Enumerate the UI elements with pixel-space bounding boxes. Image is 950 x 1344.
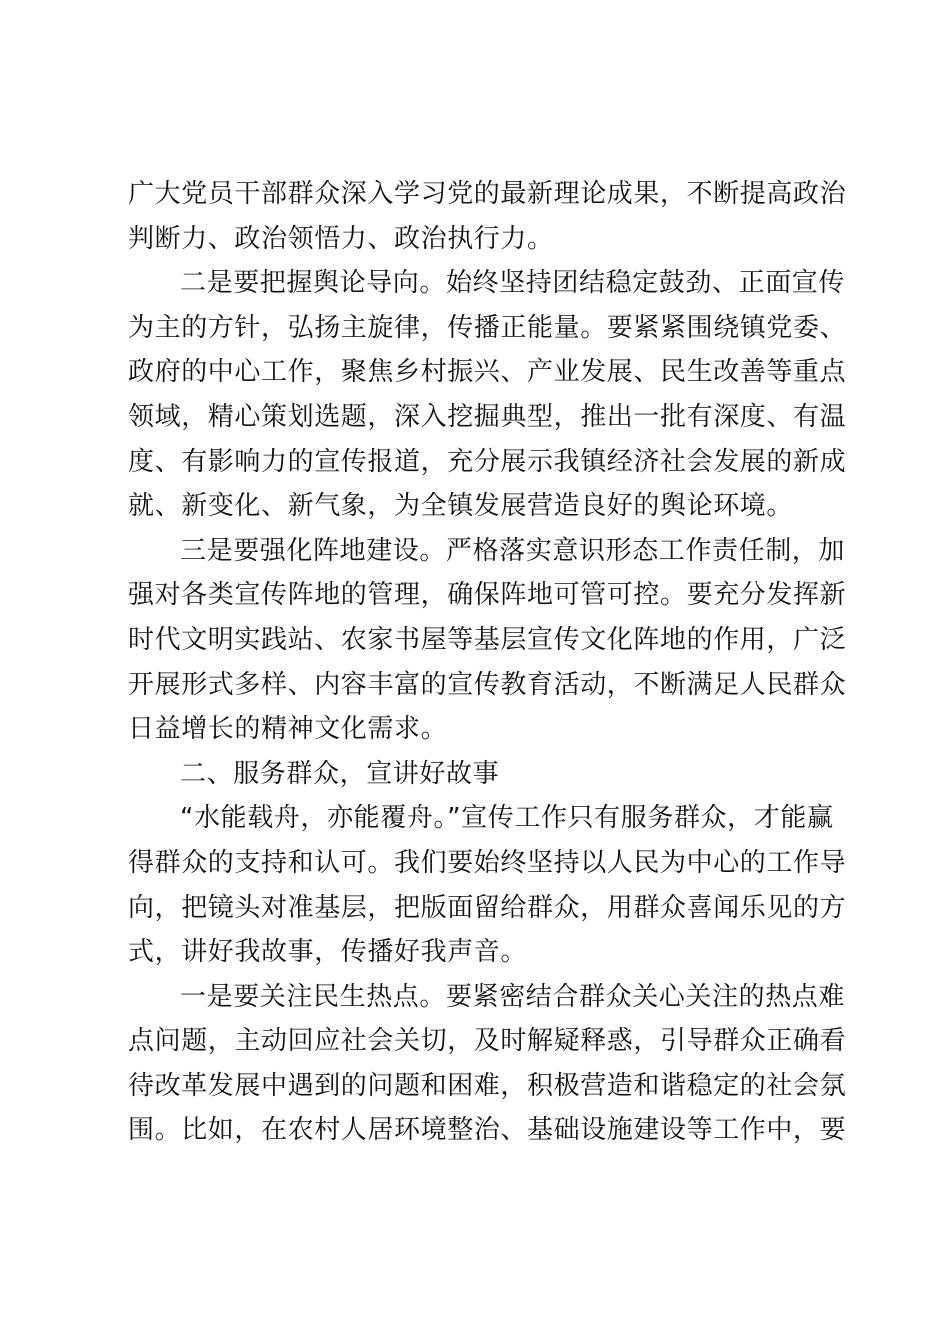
text-line: 得群众的支持和认可。我们要始终坚持以人民为中心的工作导 [128,847,847,878]
text-line: 待改革发展中遇到的问题和困难，积极营造和谐稳定的社会氛 [128,1070,847,1101]
text-line: 点问题，主动回应社会关切，及时解疑释惑，引导群众正确看 [128,1026,847,1057]
text-line: 围。比如，在农村人居环境整治、基础设施建设等工作中，要 [128,1115,847,1146]
paragraph-first-line: 三是要强化阵地建设。严格落实意识形态工作责任制，加 [180,535,846,566]
text-line: 式，讲好我故事，传播好我声音。 [128,937,528,968]
text-line: 政府的中心工作，聚焦乡村振兴、产业发展、民生改善等重点 [128,357,847,388]
text-line: 向，把镜头对准基层，把版面留给群众，用群众喜闻乐见的方 [128,892,847,923]
text-line: 判断力、政治领悟力、政治执行力。 [128,223,554,254]
text-line: 度、有影响力的宣传报道，充分展示我镇经济社会发展的新成 [128,446,847,477]
text-line: 时代文明实践站、农家书屋等基层宣传文化阵地的作用，广泛 [128,624,847,655]
paragraph-first-line: 一是要关注民生热点。要紧密结合群众关心关注的热点难 [180,981,846,1012]
text-line: 广大党员干部群众深入学习党的最新理论成果，不断提高政治 [128,179,847,209]
text-line: 领域，精心策划选题，深入挖掘典型，推出一批有深度、有温 [128,401,847,432]
text-line: 开展形式多样、内容丰富的宣传教育活动，不断满足人民群众 [128,669,847,700]
document-body [128,172,847,1153]
text-line: 为主的方针，弘扬主旋律，传播正能量。要紧紧围绕镇党委、 [128,312,847,343]
text-line: 日益增长的精神文化需求。 [128,714,448,745]
paragraph-first-line: 二是要把握舆论导向。始终坚持团结稳定鼓劲、正面宣传 [180,268,846,299]
text-line: 就、新变化、新气象，为全镇发展营造良好的舆论环境。 [128,491,794,522]
paragraph-first-line: “水能载舟，亦能覆舟。”宣传工作只有服务群众，才能赢 [180,803,834,834]
section-heading: 二、服务群众，宣讲好故事 [180,758,500,789]
text-line: 强对各类宣传阵地的管理，确保阵地可管可控。要充分发挥新 [128,580,847,611]
